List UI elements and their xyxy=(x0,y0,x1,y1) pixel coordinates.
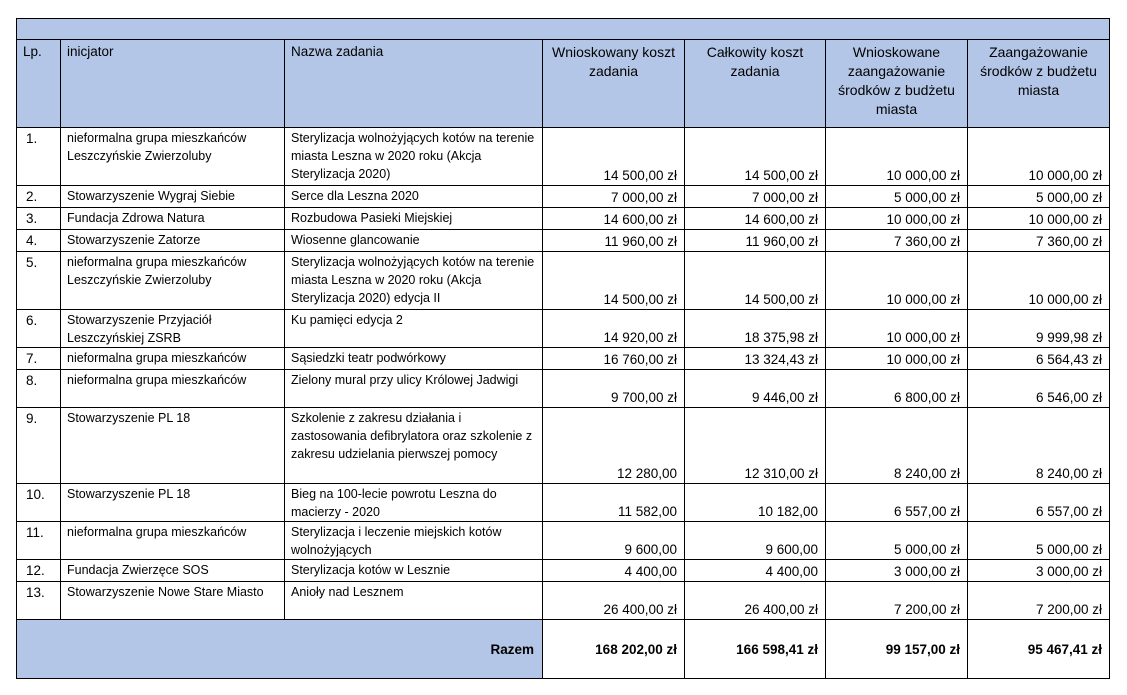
cell-lp: 12. xyxy=(17,560,61,582)
table-row xyxy=(17,348,1110,370)
cell-wnioskowane-zaangazowanie: 10 000,00 zł xyxy=(826,128,968,186)
cell-zaangazowanie: 9 999,98 zł xyxy=(968,310,1110,348)
header-band xyxy=(17,19,1110,40)
cell-lp: 3. xyxy=(17,208,61,230)
cell-lp: 6. xyxy=(17,310,61,348)
header-lp: Lp. xyxy=(17,40,61,128)
cell-wnioskowane-zaangazowanie: 10 000,00 zł xyxy=(826,348,968,370)
table-row xyxy=(17,310,1110,348)
table-row xyxy=(17,522,1110,560)
cell-calkowity-koszt: 26 400,00 zł xyxy=(685,582,826,620)
cell-zaangazowanie: 6 557,00 zł xyxy=(968,484,1110,522)
table-row xyxy=(17,484,1110,522)
cell-nazwa-zadania: Rozbudowa Pasieki Miejskiej xyxy=(285,208,543,230)
table-row xyxy=(17,128,1110,186)
cell-wnioskowany-koszt: 7 000,00 zł xyxy=(543,186,685,208)
cell-nazwa-zadania: Sterylizacja kotów w Lesznie xyxy=(285,560,543,582)
cell-wnioskowany-koszt: 11 582,00 xyxy=(543,484,685,522)
cell-inicjator: nieformalna grupa mieszkańców Leszczyńskie Zwierzoluby xyxy=(61,128,285,186)
cell-wnioskowany-koszt: 14 920,00 zł xyxy=(543,310,685,348)
cell-wnioskowane-zaangazowanie: 5 000,00 zł xyxy=(826,522,968,560)
cell-calkowity-koszt: 14 600,00 zł xyxy=(685,208,826,230)
cell-calkowity-koszt: 4 400,00 xyxy=(685,560,826,582)
cell-nazwa-zadania: Sterylizacja wolnożyjących kotów na terenie miasta Leszna w 2020 roku (Akcja Sterylizacja 2020) xyxy=(285,128,543,186)
budget-table xyxy=(16,18,1110,679)
table-row xyxy=(17,582,1110,620)
cell-wnioskowane-zaangazowanie: 6 800,00 zł xyxy=(826,370,968,408)
table-row xyxy=(17,208,1110,230)
cell-wnioskowane-zaangazowanie: 5 000,00 zł xyxy=(826,186,968,208)
cell-inicjator: Fundacja Zdrowa Natura xyxy=(61,208,285,230)
cell-calkowity-koszt: 9 446,00 zł xyxy=(685,370,826,408)
cell-lp: 7. xyxy=(17,348,61,370)
header-band-cell xyxy=(17,19,1110,40)
cell-lp: 13. xyxy=(17,582,61,620)
cell-wnioskowany-koszt: 16 760,00 zł xyxy=(543,348,685,370)
cell-zaangazowanie: 10 000,00 zł xyxy=(968,252,1110,310)
cell-calkowity-koszt: 14 500,00 zł xyxy=(685,128,826,186)
cell-wnioskowane-zaangazowanie: 8 240,00 zł xyxy=(826,408,968,484)
header-calkowity-koszt: Całkowity koszt zadania xyxy=(685,40,826,128)
table-row xyxy=(17,560,1110,582)
header-wnioskowany-koszt: Wnioskowany koszt zadania xyxy=(543,40,685,128)
cell-nazwa-zadania: Wiosenne glancowanie xyxy=(285,230,543,252)
table-row xyxy=(17,252,1110,310)
header-zaangazowanie: Zaangażowanie środków z budżetu miasta xyxy=(968,40,1110,128)
cell-wnioskowany-koszt: 26 400,00 zł xyxy=(543,582,685,620)
cell-wnioskowany-koszt: 9 600,00 xyxy=(543,522,685,560)
cell-nazwa-zadania: Sterylizacja wolnożyjących kotów na terenie miasta Leszna w 2020 roku (Akcja Sterylizacja 2020) edycja II xyxy=(285,252,543,310)
total-wnioskowane-zaang: 99 157,00 zł xyxy=(826,620,968,679)
cell-inicjator: Stowarzyszenie Nowe Stare Miasto xyxy=(61,582,285,620)
cell-calkowity-koszt: 7 000,00 zł xyxy=(685,186,826,208)
table-row xyxy=(17,370,1110,408)
cell-inicjator: Stowarzyszenie PL 18 xyxy=(61,408,285,484)
cell-lp: 1. xyxy=(17,128,61,186)
cell-zaangazowanie: 3 000,00 zł xyxy=(968,560,1110,582)
cell-zaangazowanie: 6 546,00 zł xyxy=(968,370,1110,408)
cell-zaangazowanie: 7 200,00 zł xyxy=(968,582,1110,620)
cell-wnioskowane-zaangazowanie: 10 000,00 zł xyxy=(826,252,968,310)
cell-zaangazowanie: 6 564,43 zł xyxy=(968,348,1110,370)
cell-wnioskowany-koszt: 11 960,00 zł xyxy=(543,230,685,252)
cell-inicjator: nieformalna grupa mieszkańców Leszczyńskie Zwierzoluby xyxy=(61,252,285,310)
cell-lp: 10. xyxy=(17,484,61,522)
header-inicjator: inicjator xyxy=(61,40,285,128)
cell-calkowity-koszt: 13 324,43 zł xyxy=(685,348,826,370)
header-nazwa-zadania: Nazwa zadania xyxy=(285,40,543,128)
cell-inicjator: Stowarzyszenie PL 18 xyxy=(61,484,285,522)
cell-wnioskowany-koszt: 14 600,00 zł xyxy=(543,208,685,230)
cell-nazwa-zadania: Serce dla Leszna 2020 xyxy=(285,186,543,208)
cell-wnioskowane-zaangazowanie: 10 000,00 zł xyxy=(826,310,968,348)
cell-calkowity-koszt: 10 182,00 xyxy=(685,484,826,522)
table-row xyxy=(17,230,1110,252)
table-row xyxy=(17,186,1110,208)
cell-lp: 8. xyxy=(17,370,61,408)
cell-lp: 9. xyxy=(17,408,61,484)
cell-wnioskowane-zaangazowanie: 3 000,00 zł xyxy=(826,560,968,582)
cell-nazwa-zadania: Anioły nad Lesznem xyxy=(285,582,543,620)
total-label: Razem xyxy=(17,620,543,679)
cell-zaangazowanie: 5 000,00 zł xyxy=(968,522,1110,560)
cell-nazwa-zadania: Bieg na 100-lecie powrotu Leszna do macierzy - 2020 xyxy=(285,484,543,522)
cell-lp: 5. xyxy=(17,252,61,310)
table-row xyxy=(17,408,1110,484)
cell-wnioskowane-zaangazowanie: 7 200,00 zł xyxy=(826,582,968,620)
cell-calkowity-koszt: 14 500,00 zł xyxy=(685,252,826,310)
cell-calkowity-koszt: 18 375,98 zł xyxy=(685,310,826,348)
cell-calkowity-koszt: 11 960,00 zł xyxy=(685,230,826,252)
cell-calkowity-koszt: 9 600,00 xyxy=(685,522,826,560)
cell-nazwa-zadania: Sąsiedzki teatr podwórkowy xyxy=(285,348,543,370)
header-row xyxy=(17,40,1110,128)
total-wnioskowany: 168 202,00 zł xyxy=(543,620,685,679)
cell-nazwa-zadania: Zielony mural przy ulicy Królowej Jadwigi xyxy=(285,370,543,408)
cell-nazwa-zadania: Ku pamięci edycja 2 xyxy=(285,310,543,348)
header-wnioskowane-zaangazowanie: Wnioskowane zaangażowanie środków z budżetu miasta xyxy=(826,40,968,128)
total-calkowity: 166 598,41 zł xyxy=(685,620,826,679)
cell-zaangazowanie: 10 000,00 zł xyxy=(968,208,1110,230)
cell-lp: 2. xyxy=(17,186,61,208)
cell-inicjator: nieformalna grupa mieszkańców xyxy=(61,522,285,560)
cell-nazwa-zadania: Sterylizacja i leczenie miejskich kotów wolnożyjących xyxy=(285,522,543,560)
cell-wnioskowany-koszt: 12 280,00 xyxy=(543,408,685,484)
cell-calkowity-koszt: 12 310,00 zł xyxy=(685,408,826,484)
cell-inicjator: Stowarzyszenie Zatorze xyxy=(61,230,285,252)
cell-wnioskowany-koszt: 14 500,00 zł xyxy=(543,252,685,310)
cell-zaangazowanie: 10 000,00 zł xyxy=(968,128,1110,186)
cell-lp: 4. xyxy=(17,230,61,252)
total-row xyxy=(17,620,1110,679)
cell-inicjator: Fundacja Zwierzęce SOS xyxy=(61,560,285,582)
cell-wnioskowane-zaangazowanie: 10 000,00 zł xyxy=(826,208,968,230)
cell-zaangazowanie: 8 240,00 zł xyxy=(968,408,1110,484)
cell-wnioskowany-koszt: 4 400,00 xyxy=(543,560,685,582)
cell-wnioskowany-koszt: 9 700,00 zł xyxy=(543,370,685,408)
cell-zaangazowanie: 5 000,00 zł xyxy=(968,186,1110,208)
cell-wnioskowane-zaangazowanie: 7 360,00 zł xyxy=(826,230,968,252)
cell-nazwa-zadania: Szkolenie z zakresu działania i zastosowania defibrylatora oraz szkolenie z zakresu udzielania pierwszej pomocy xyxy=(285,408,543,484)
cell-wnioskowane-zaangazowanie: 6 557,00 zł xyxy=(826,484,968,522)
cell-zaangazowanie: 7 360,00 zł xyxy=(968,230,1110,252)
cell-lp: 11. xyxy=(17,522,61,560)
cell-inicjator: nieformalna grupa mieszkańców xyxy=(61,370,285,408)
cell-inicjator: Stowarzyszenie Przyjaciół Leszczyńskiej ZSRB xyxy=(61,310,285,348)
cell-inicjator: nieformalna grupa mieszkańców xyxy=(61,348,285,370)
cell-inicjator: Stowarzyszenie Wygraj Siebie xyxy=(61,186,285,208)
total-zaang: 95 467,41 zł xyxy=(968,620,1110,679)
cell-wnioskowany-koszt: 14 500,00 zł xyxy=(543,128,685,186)
